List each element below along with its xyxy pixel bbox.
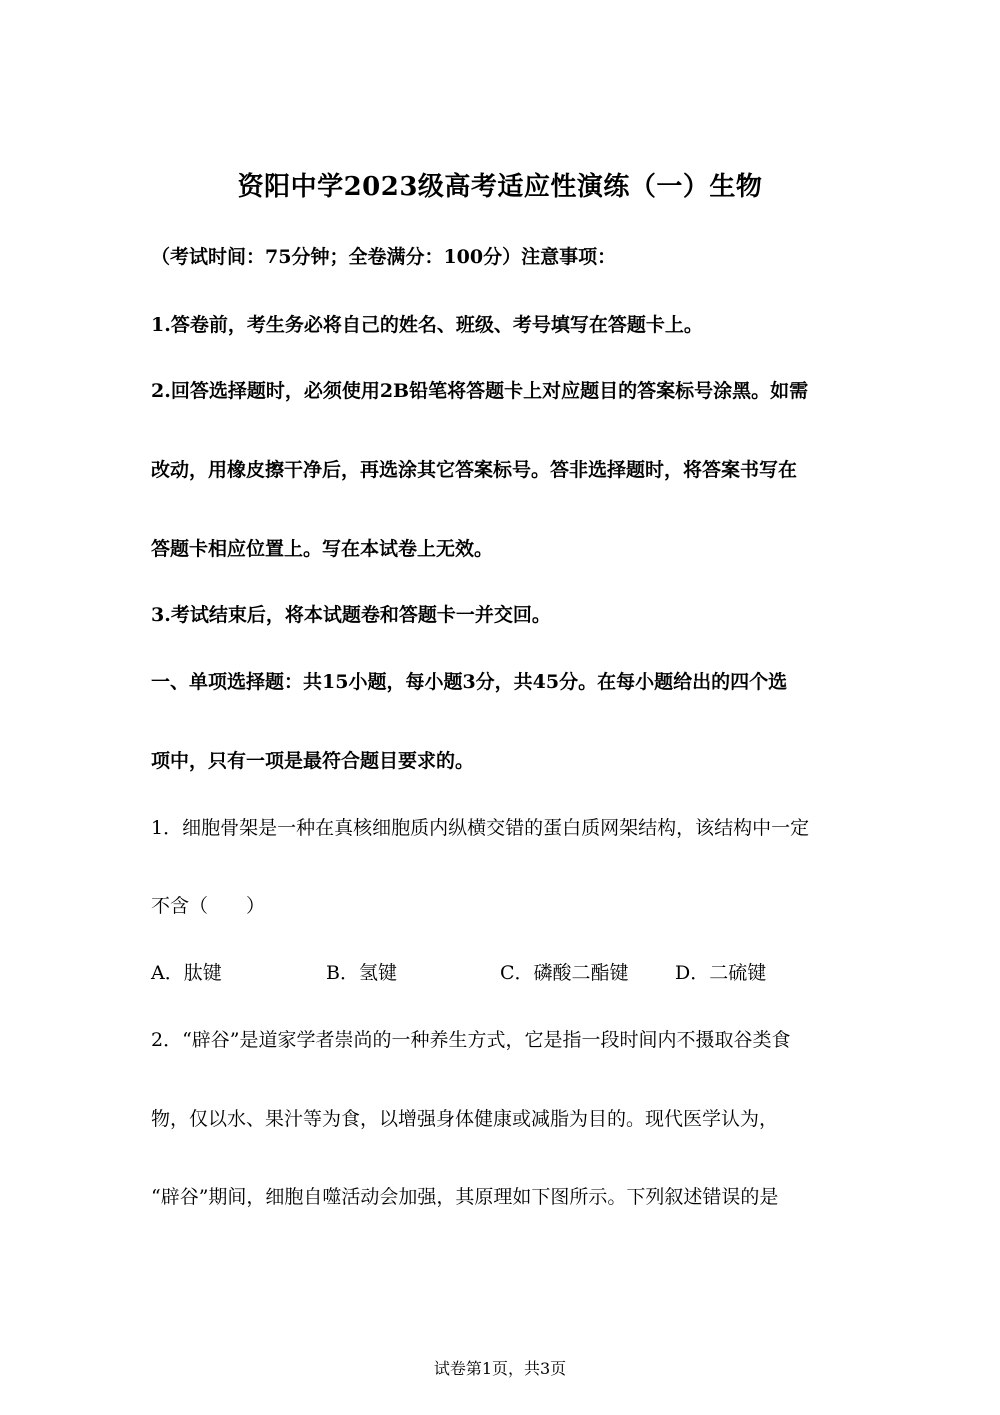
question-2-line-1: 2．“辟谷”是道家学者崇尚的一种养生方式，它是指一段时间内不摄取谷类食: [151, 1029, 791, 1051]
note-2-line-2: 改动，用橡皮擦干净后，再选涂其它答案标号。答非选择题时，将答案书写在: [151, 459, 798, 481]
exam-info: （考试时间：75分钟；全卷满分：100分）注意事项：: [151, 246, 617, 268]
section-heading-line-2: 项中，只有一项是最符合题目要求的。: [151, 750, 475, 772]
section-heading-line-1: 一、单项选择题：共15小题，每小题3分，共45分。在每小题给出的四个选: [151, 671, 788, 693]
note-2-line-3: 答题卡相应位置上。写在本试卷上无效。: [151, 538, 494, 560]
question-1-option-a: A．肽键: [151, 962, 222, 984]
question-1-option-b: B．氢键: [326, 962, 397, 984]
page-title: 资阳中学2023级高考适应性演练（一）生物: [237, 172, 763, 202]
question-2-line-2: 物，仅以水、果汁等为食，以增强身体健康或减脂为目的。现代医学认为，: [151, 1108, 779, 1130]
question-1-line-1: 1．细胞骨架是一种在真核细胞质内纵横交错的蛋白质网架结构，该结构中一定: [151, 817, 810, 839]
note-1: 1.答卷前，考生务必将自己的姓名、班级、考号填写在答题卡上。: [151, 314, 703, 336]
question-1-option-c: C．磷酸二酯键: [500, 962, 629, 984]
question-1-option-d: D．二硫键: [675, 962, 767, 984]
question-1-line-2: 不含（ ）: [151, 895, 266, 917]
page-footer: 试卷第1页，共3页: [433, 1359, 567, 1378]
note-2-line-1: 2.回答选择题时，必须使用2B铅笔将答题卡上对应题目的答案标号涂黑。如需: [151, 380, 809, 402]
question-2-line-3: “辟谷”期间，细胞自噬活动会加强，其原理如下图所示。下列叙述错误的是: [151, 1186, 779, 1208]
note-3: 3.考试结束后，将本试题卷和答题卡一并交回。: [151, 604, 551, 626]
